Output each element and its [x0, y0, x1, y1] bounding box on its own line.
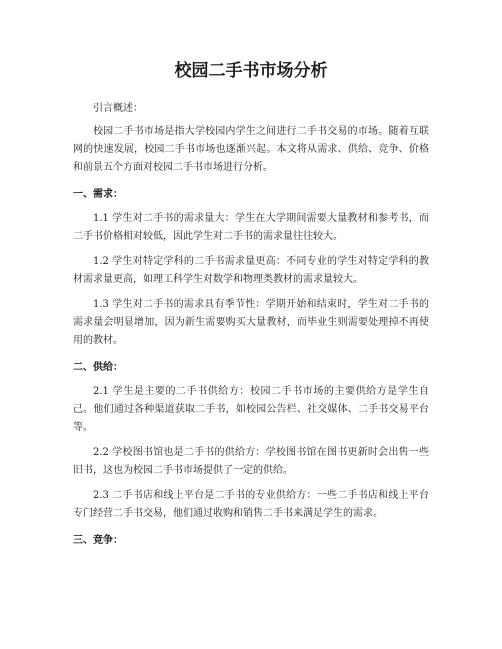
page-title: 校园二手书市场分析 [174, 61, 328, 81]
supply-item-1: 2.1 学生是主要的二手书供给方：校园二手书市场的主要供给方是学生自己。他们通过各种渠道获取二手书，如校园公告栏、社交媒体、二手书交易平台等。 [73, 386, 429, 433]
demand-item-1: 1.1 学生对二手书的需求量大：学生在大学期间需要大量教材和参考书，而二手书价格相对较低，因此学生对二手书的需求量往往较大。 [73, 213, 429, 242]
section-heading-supply: 二、供给： [73, 362, 123, 373]
document-body [73, 100, 429, 550]
supply-item-2: 2.2 学校图书馆也是二手书的供给方：学校图书馆在图书更新时会出售一些旧书，这也为校园二手书市场提供了一定的供给。 [73, 447, 429, 476]
supply-item-3: 2.3 二手书店和线上平台是二手书的专业供给方：一些二手书店和线上平台专门经营二手书交易，他们通过收购和销售二手书来满足学生的需求。 [73, 490, 429, 519]
section-heading-competition: 三、竞争： [73, 535, 123, 546]
demand-item-3: 1.3 学生对二手书的需求具有季节性：学期开始和结束时，学生对二手书的需求量会明显增加，因为新生需要购买大量教材，而毕业生则需要处理掉不再使用的教材。 [73, 299, 429, 346]
demand-item-2: 1.2 学生对特定学科的二手书需求量更高：不同专业的学生对特定学科的教材需求量更高，如理工科学生对数学和物理类教材的需求量较大。 [73, 256, 429, 285]
section-heading-demand: 一、需求： [73, 189, 123, 200]
intro-paragraph: 校园二手书市场是指大学校园内学生之间进行二手书交易的市场。随着互联网的快速发展，校园二手书市场也逐渐兴起。本文将从需求、供给、竞争、价格和前景五个方面对校园二手书市场进行分析。 [73, 126, 429, 173]
intro-label: 引言概述： [93, 103, 143, 114]
